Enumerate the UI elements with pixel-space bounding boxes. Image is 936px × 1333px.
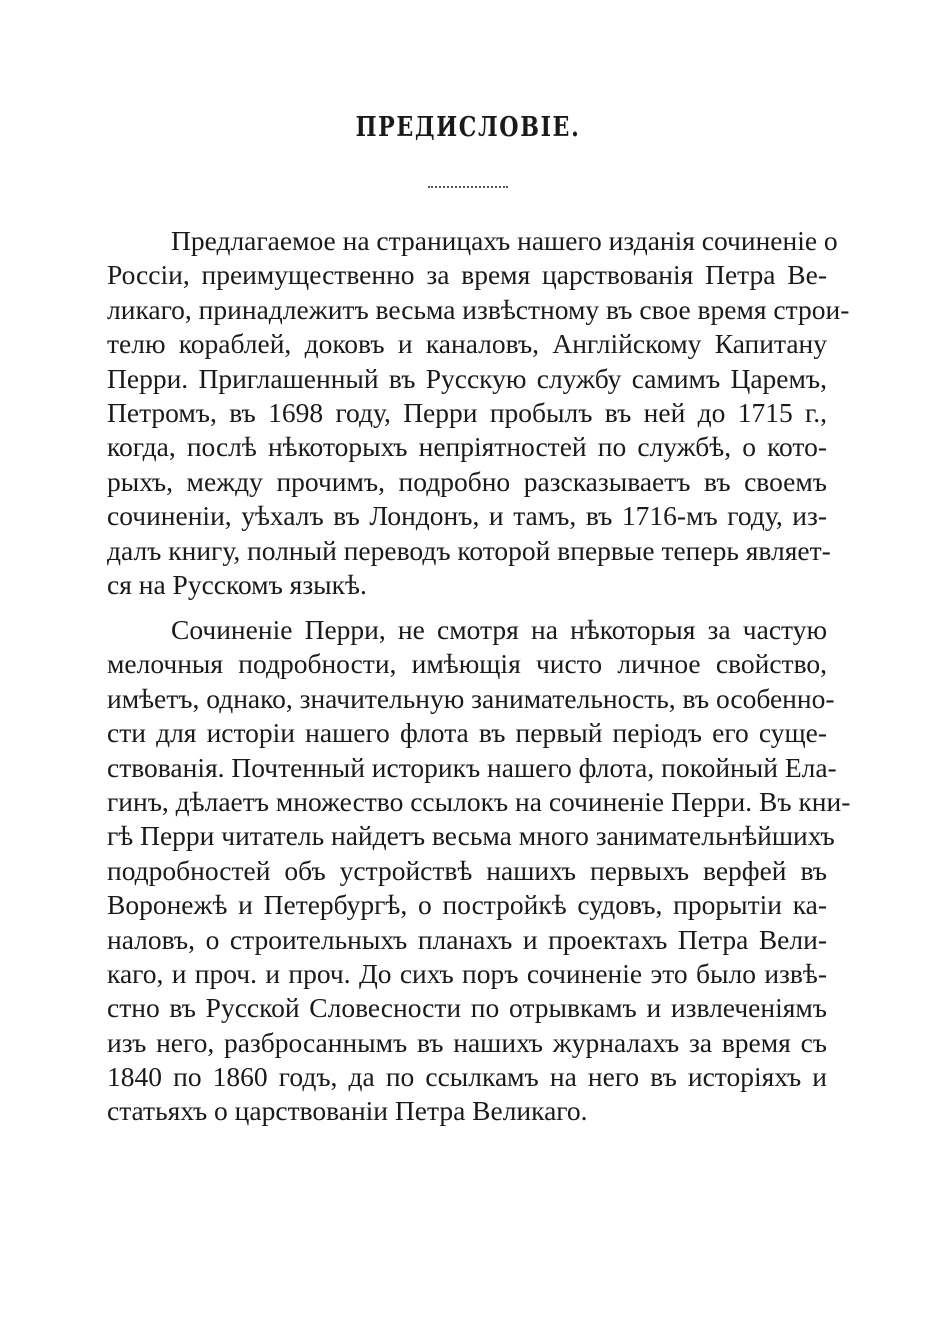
paragraph-1 [107, 224, 850, 602]
text-line: телю кораблей, доковъ и каналовъ, Англійскому Капитану [107, 328, 827, 360]
text-line: рыхъ, между прочимъ, подробно разсказываетъ въ своемъ [107, 465, 827, 497]
text-line: сочиненіи, уѣхалъ въ Лондонъ, и тамъ, въ 1716-мъ году, из- [107, 500, 827, 532]
text-line: мелочныя подробности, имѣющія чисто личное свойство, [107, 648, 827, 680]
page-title: ПРЕДИСЛОВІЕ. [355, 112, 581, 143]
text-line: изъ него, разбросаннымъ въ нашихъ журналахъ за время съ [107, 1026, 827, 1058]
text-line: далъ книгу, полный переводъ которой впервые теперь являет- [107, 534, 831, 566]
text-line: статьяхъ о царствованіи Петра Великаго. [107, 1095, 588, 1127]
text-line: Перри. Приглашенный въ Русскую службу самимъ Царемъ, [107, 362, 827, 394]
paragraph-2 [107, 613, 851, 1129]
text-line: ствованія. Почтенный историкъ нашего флота, покойный Ела- [107, 751, 837, 783]
text-line: имѣетъ, однако, значительную занимательность, въ особенно- [107, 682, 835, 714]
text-line: Предлагаемое на страницахъ нашего изданія сочиненіе о [171, 225, 838, 256]
text-line: Петромъ, въ 1698 году, Перри пробылъ въ ней до 1715 г., [107, 396, 827, 428]
text-line: Воронежѣ и Петербургѣ, о постройкѣ судовъ, прорытіи ка- [107, 889, 827, 921]
text-line: гинъ, дѣлаетъ множество ссылокъ на сочиненіе Перри. Въ кни- [107, 785, 851, 817]
text-line: когда, послѣ нѣкоторыхъ непріятностей по службѣ, о кото- [107, 431, 827, 463]
ornamental-divider [428, 186, 508, 188]
text-line: подробностей объ устройствѣ нашихъ первыхъ верфей въ [107, 854, 827, 886]
text-line: гѣ Перри читатель найдетъ весьма много занимательнѣйшихъ [107, 820, 835, 852]
text-line: 1840 по 1860 годъ, да по ссылкамъ на него въ исторіяхъ и [107, 1061, 827, 1093]
text-line: Россіи, преимущественно за время царствованія Петра Ве- [107, 259, 827, 291]
text-line: ликаго, принадлежитъ весьма извѣстному въ свое время строи- [107, 293, 850, 325]
text-line: стно въ Русской Словесности по отрывкамъ и извлеченіямъ [107, 992, 827, 1024]
text-line: сти для исторіи нашего флота въ первый періодъ его суще- [107, 717, 827, 749]
text-line: каго, и проч. и проч. До сихъ поръ сочиненіе это было извѣ- [107, 957, 827, 989]
text-line: ся на Русскомъ языкѣ. [107, 568, 367, 600]
text-line: Сочиненіе Перри, не смотря на нѣкоторыя за частую [171, 614, 827, 645]
text-line: наловъ, о строительныхъ планахъ и проектахъ Петра Вели- [107, 923, 827, 955]
